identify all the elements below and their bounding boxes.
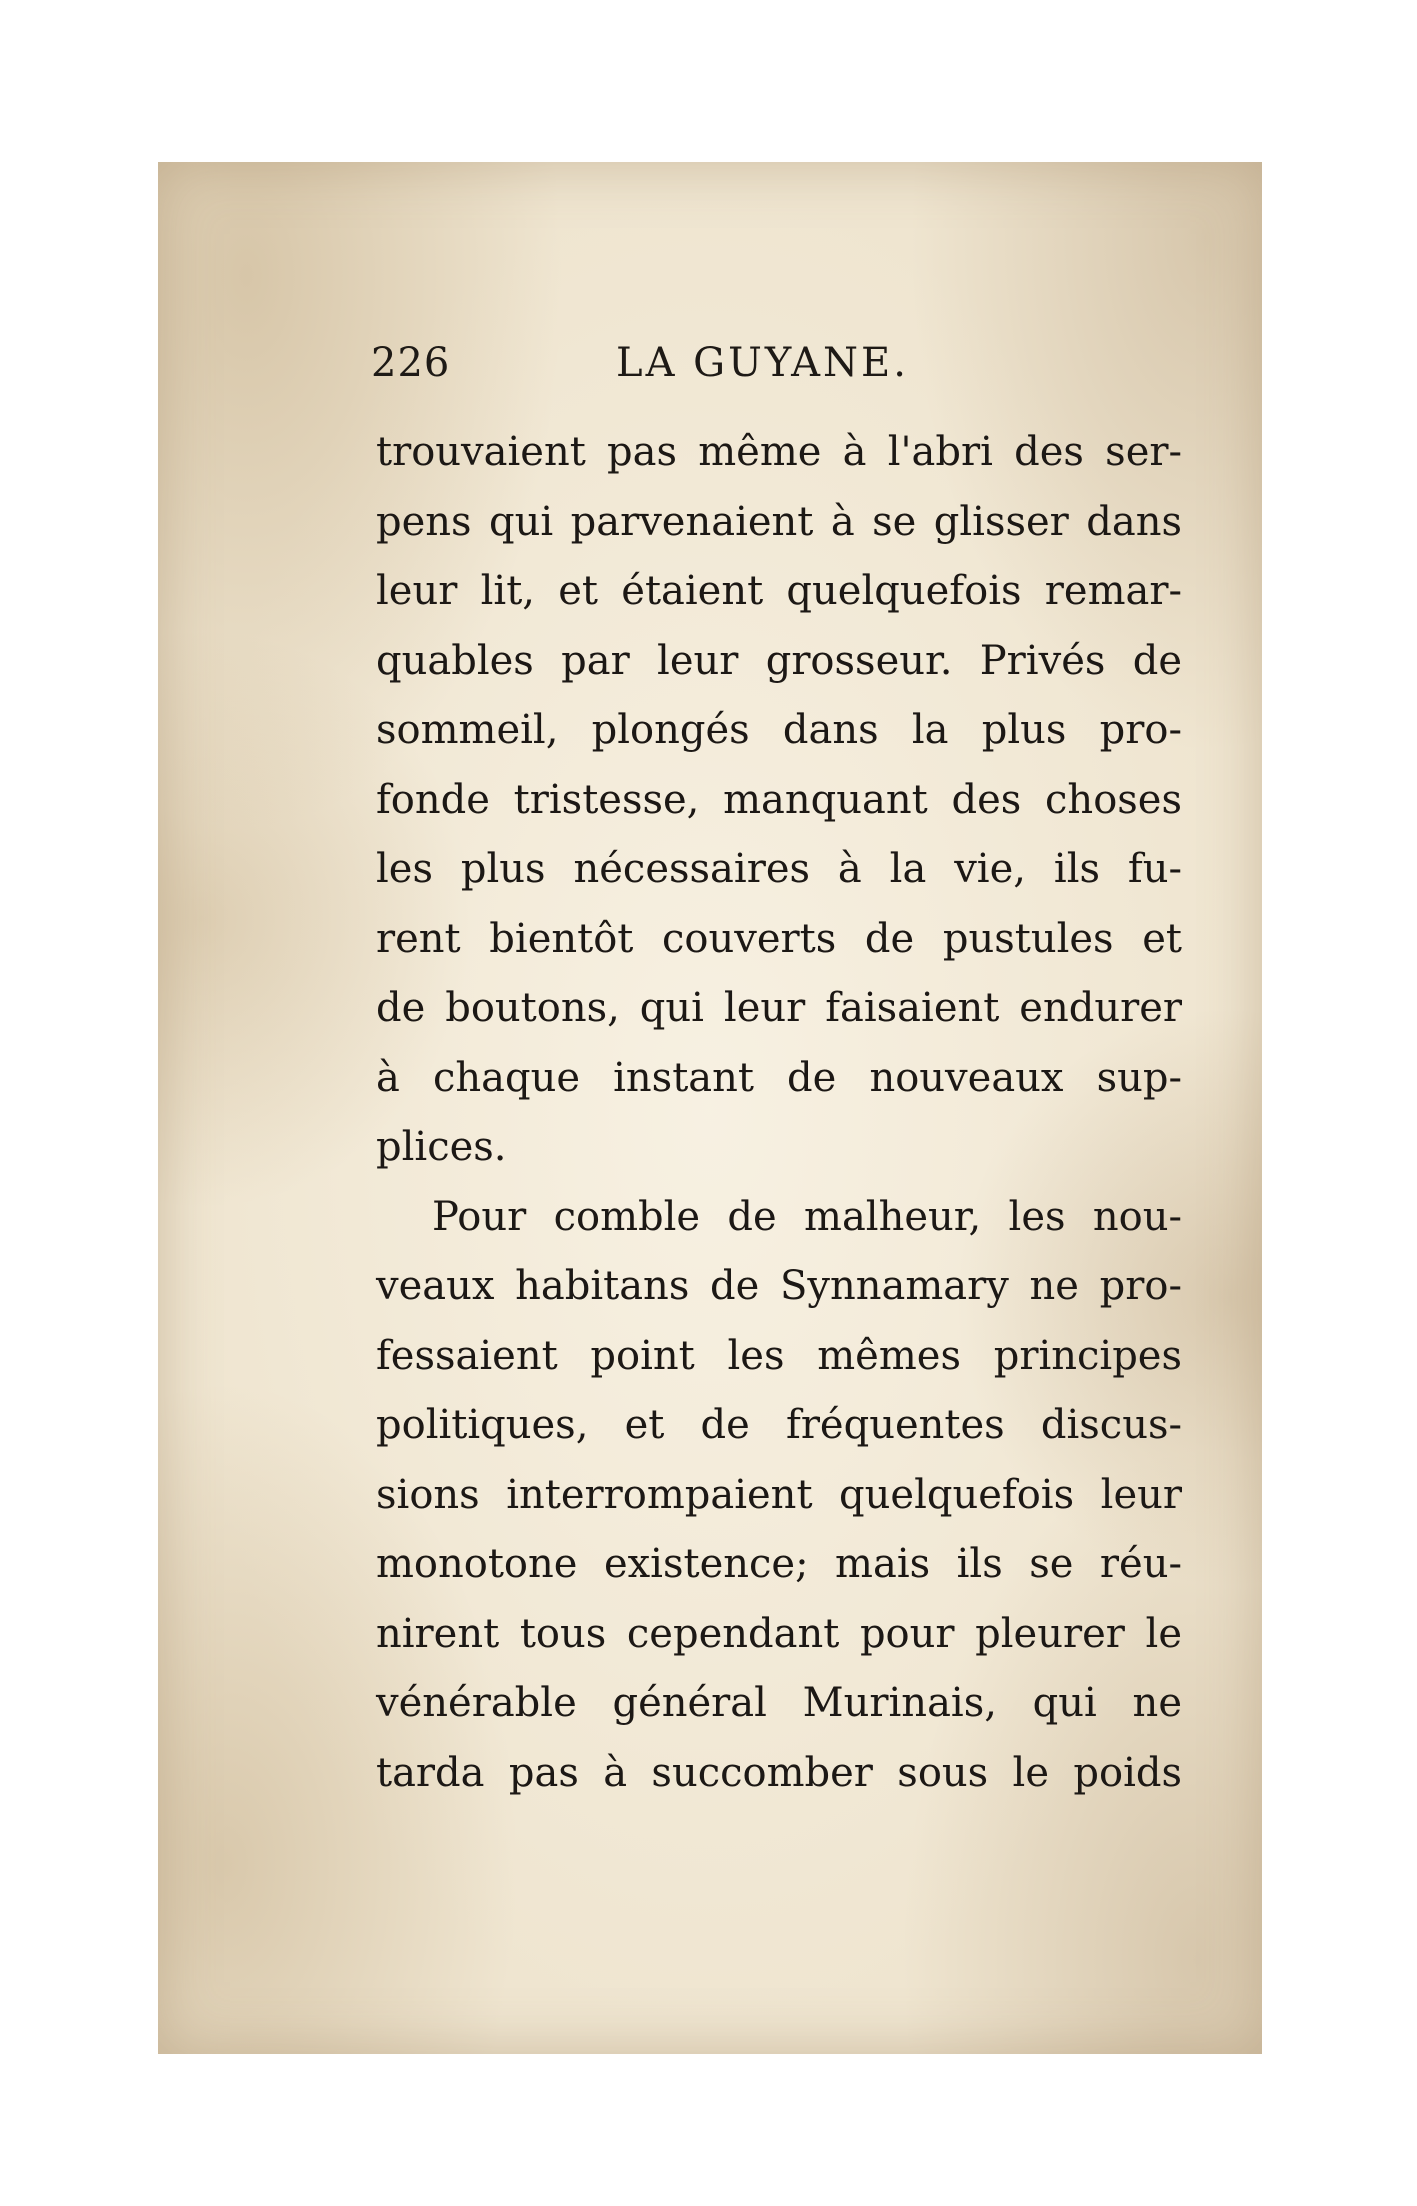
text-line: pens qui parvenaient à se glisser dans [376,498,1182,545]
running-head [218,340,958,396]
page-number: 226 [371,340,451,386]
text-line: de boutons, qui leur faisaient endurer [376,985,1182,1031]
text-line: fessaient point les mêmes principes [376,1332,1182,1379]
text-line: veaux habitans de Synnamary ne pro- [376,1263,1182,1309]
text-line: quables par leur grosseur. Privés de [376,637,1182,684]
text-line: tarda pas à succomber sous le poids [376,1749,1182,1796]
text-line-paragraph-start: Pour comble de malheur, les nou- [432,1193,1182,1240]
text-line: sommeil, plongés dans la plus pro- [376,707,1182,753]
text-line: rent bientôt couverts de pustules et [376,915,1182,962]
body-text [376,418,1182,1808]
text-line: nirent tous cependant pour pleurer le [376,1610,1182,1657]
text-line: les plus nécessaires à la vie, ils fu- [376,846,1182,892]
text-line: fonde tristesse, manquant des choses [376,776,1182,823]
running-title: LA GUYANE. [616,340,909,386]
text-line: à chaque instant de nouveaux sup- [376,1054,1182,1101]
text-line: monotone existence; mais ils se réu- [376,1541,1182,1587]
text-line: vénérable général Murinais, qui ne [376,1680,1182,1726]
text-line: leur lit, et étaient quelquefois remar- [376,568,1182,614]
text-line: trouvaient pas même à l'abri des ser- [376,429,1182,475]
text-line: politiques, et de fréquentes discus- [376,1402,1182,1448]
text-line: plices. [376,1124,507,1170]
text-line: sions interrompaient quelquefois leur [376,1471,1182,1518]
